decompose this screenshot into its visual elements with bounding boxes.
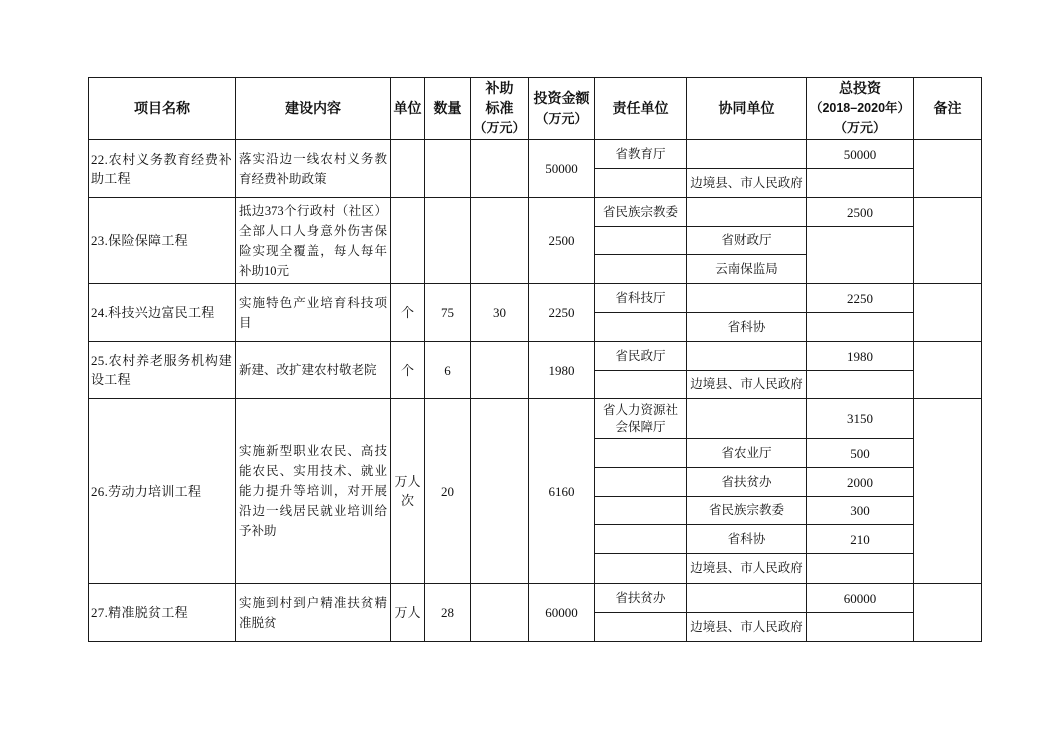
remarks-cell — [914, 342, 982, 399]
responsible-unit-cell — [595, 468, 687, 497]
unit-cell: 个 — [391, 342, 425, 399]
responsible-unit-cell — [595, 525, 687, 554]
cooperating-unit-cell: 边境县、市人民政府 — [687, 371, 807, 399]
responsible-unit-cell — [595, 371, 687, 399]
investment-amount-cell: 60000 — [529, 584, 595, 642]
cooperating-unit-cell: 云南保监局 — [687, 255, 807, 284]
project-name-cell: 22.农村义务教育经费补助工程 — [89, 140, 236, 198]
table-row — [89, 342, 982, 371]
header-subsidy — [471, 78, 529, 140]
responsible-unit-cell — [595, 227, 687, 255]
construction-content-cell: 实施新型职业农民、高技能农民、实用技术、就业能力提升等培训，对开展沿边一线居民就业培训给予补助 — [236, 399, 391, 584]
total-investment-cell: 210 — [807, 525, 914, 554]
header-subsidy-line-2: 标准 — [485, 99, 514, 116]
total-investment-cell: 60000 — [807, 584, 914, 613]
total-investment-cell: 300 — [807, 497, 914, 525]
cooperating-unit-cell: 省科协 — [687, 313, 807, 342]
cooperating-unit-cell: 省农业厅 — [687, 439, 807, 468]
responsible-unit-cell: 省科技厅 — [595, 284, 687, 313]
subsidy-standard-cell — [471, 584, 529, 642]
responsible-unit-cell — [595, 255, 687, 284]
header-remarks: 备注 — [914, 78, 982, 140]
investment-amount-cell: 2250 — [529, 284, 595, 342]
unit-cell — [391, 198, 425, 284]
responsible-unit-cell: 省教育厅 — [595, 140, 687, 169]
unit-cell — [391, 140, 425, 198]
project-name-cell: 24.科技兴边富民工程 — [89, 284, 236, 342]
remarks-cell — [914, 140, 982, 198]
cooperating-unit-cell — [687, 284, 807, 313]
remarks-cell — [914, 198, 982, 284]
cooperating-unit-cell — [687, 198, 807, 227]
responsible-unit-cell — [595, 313, 687, 342]
quantity-cell — [425, 198, 471, 284]
table-body — [89, 140, 982, 642]
responsible-unit-cell: 省人力资源社会保障厅 — [595, 399, 687, 439]
remarks-cell — [914, 284, 982, 342]
header-investment-unit: （万元） — [535, 110, 588, 126]
quantity-cell: 75 — [425, 284, 471, 342]
header-total-investment — [807, 78, 914, 140]
project-name-cell: 27.精准脱贫工程 — [89, 584, 236, 642]
cooperating-unit-cell — [687, 140, 807, 169]
header-total-line-1: 总投资 — [839, 80, 881, 97]
header-subsidy-unit: （万元） — [473, 120, 526, 136]
total-investment-cell: 50000 — [807, 140, 914, 169]
total-investment-cell — [807, 313, 914, 342]
header-quantity: 数量 — [425, 78, 471, 140]
subsidy-standard-cell — [471, 140, 529, 198]
subsidy-standard-cell — [471, 342, 529, 399]
quantity-cell: 20 — [425, 399, 471, 584]
responsible-unit-cell — [595, 439, 687, 468]
unit-cell: 万人次 — [391, 399, 425, 584]
construction-content-cell: 落实沿边一线农村义务教育经费补助政策 — [236, 140, 391, 198]
cooperating-unit-cell — [687, 399, 807, 439]
responsible-unit-cell — [595, 554, 687, 584]
total-investment-cell — [807, 227, 914, 284]
table-row — [89, 399, 982, 439]
responsible-unit-cell — [595, 497, 687, 525]
total-investment-cell — [807, 169, 914, 198]
unit-cell: 个 — [391, 284, 425, 342]
table-row — [89, 140, 982, 169]
total-investment-cell — [807, 371, 914, 399]
cooperating-unit-cell: 省财政厅 — [687, 227, 807, 255]
cooperating-unit-cell: 边境县、市人民政府 — [687, 169, 807, 198]
quantity-cell: 28 — [425, 584, 471, 642]
quantity-cell: 6 — [425, 342, 471, 399]
project-name-cell: 26.劳动力培训工程 — [89, 399, 236, 584]
cooperating-unit-cell: 省科协 — [687, 525, 807, 554]
total-investment-cell: 2500 — [807, 198, 914, 227]
investment-amount-cell: 6160 — [529, 399, 595, 584]
header-total-unit: （万元） — [833, 120, 886, 136]
header-cooperating-unit: 协同单位 — [687, 78, 807, 140]
responsible-unit-cell — [595, 169, 687, 198]
subsidy-standard-cell — [471, 198, 529, 284]
header-unit: 单位 — [391, 78, 425, 140]
cooperating-unit-cell — [687, 342, 807, 371]
cooperating-unit-cell: 边境县、市人民政府 — [687, 613, 807, 642]
unit-cell: 万人 — [391, 584, 425, 642]
construction-content-cell: 实施特色产业培育科技项目 — [236, 284, 391, 342]
header-investment-line-1: 投资金额 — [533, 90, 590, 106]
total-investment-cell: 2250 — [807, 284, 914, 313]
subsidy-standard-cell: 30 — [471, 284, 529, 342]
header-content: 建设内容 — [236, 78, 391, 140]
quantity-cell — [425, 140, 471, 198]
cooperating-unit-cell: 省扶贫办 — [687, 468, 807, 497]
total-investment-cell — [807, 554, 914, 584]
responsible-unit-cell: 省民族宗教委 — [595, 198, 687, 227]
table-row — [89, 198, 982, 227]
investment-amount-cell: 50000 — [529, 140, 595, 198]
construction-content-cell: 抵边373个行政村（社区）全部人口人身意外伤害保险实现全覆盖，每人每年补助10元 — [236, 198, 391, 284]
responsible-unit-cell: 省民政厅 — [595, 342, 687, 371]
construction-content-cell: 实施到村到户精准扶贫精准脱贫 — [236, 584, 391, 642]
responsible-unit-cell: 省扶贫办 — [595, 584, 687, 613]
table-row — [89, 284, 982, 313]
header-total-period: （2018–2020年） — [809, 100, 911, 115]
total-investment-cell: 1980 — [807, 342, 914, 371]
investment-amount-cell: 2500 — [529, 198, 595, 284]
table-row — [89, 584, 982, 613]
header-responsible-unit: 责任单位 — [595, 78, 687, 140]
cooperating-unit-cell: 省民族宗教委 — [687, 497, 807, 525]
header-project-name: 项目名称 — [89, 78, 236, 140]
project-name-cell: 25.农村养老服务机构建设工程 — [89, 342, 236, 399]
investment-amount-cell: 1980 — [529, 342, 595, 399]
total-investment-cell: 3150 — [807, 399, 914, 439]
project-name-cell: 23.保险保障工程 — [89, 198, 236, 284]
cooperating-unit-cell: 边境县、市人民政府 — [687, 554, 807, 584]
header-investment — [529, 78, 595, 140]
header-subsidy-line-1: 补助 — [485, 80, 514, 97]
remarks-cell — [914, 584, 982, 642]
cooperating-unit-cell — [687, 584, 807, 613]
total-investment-cell — [807, 613, 914, 642]
total-investment-cell: 500 — [807, 439, 914, 468]
responsible-unit-cell — [595, 613, 687, 642]
header-row — [89, 78, 982, 140]
total-investment-cell: 2000 — [807, 468, 914, 497]
subsidy-standard-cell — [471, 399, 529, 584]
remarks-cell — [914, 399, 982, 584]
construction-content-cell: 新建、改扩建农村敬老院 — [236, 342, 391, 399]
project-table — [88, 77, 982, 642]
